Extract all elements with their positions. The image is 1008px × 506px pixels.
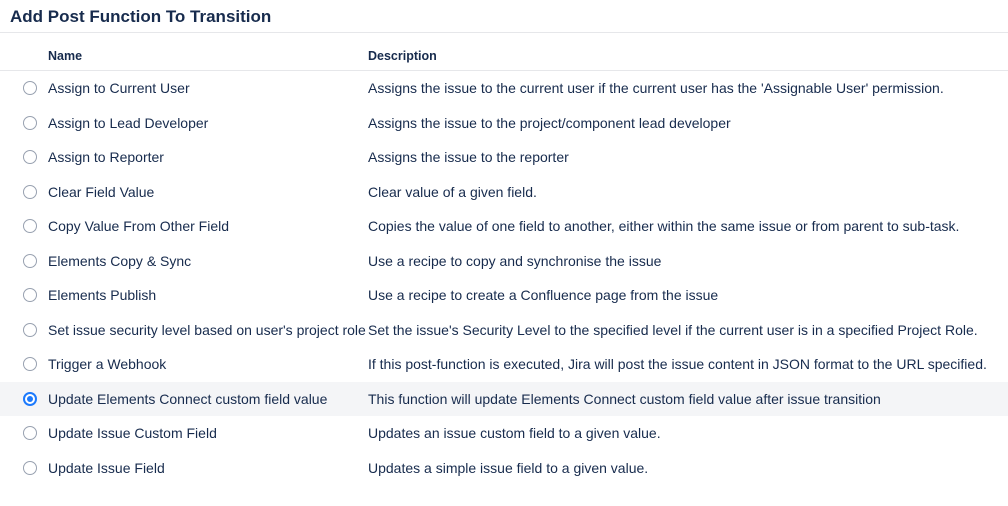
post-function-row[interactable] <box>0 416 1008 451</box>
column-header-name: Name <box>48 49 83 63</box>
post-function-name: Elements Publish <box>48 287 157 304</box>
post-functions-table <box>0 33 1008 485</box>
radio-button[interactable] <box>23 426 37 440</box>
post-function-description: Set the issue's Security Level to the specified level if the current user is in a specified Project Role. <box>368 321 978 338</box>
radio-button[interactable] <box>23 81 37 95</box>
post-function-description: Assigns the issue to the project/component lead developer <box>368 114 731 131</box>
post-function-row[interactable] <box>0 175 1008 210</box>
post-function-row[interactable] <box>0 71 1008 106</box>
post-function-name: Update Issue Field <box>48 459 165 476</box>
radio-button[interactable] <box>23 461 37 475</box>
radio-button[interactable] <box>23 323 37 337</box>
post-function-description: Use a recipe to copy and synchronise the issue <box>368 252 662 269</box>
post-function-name: Assign to Lead Developer <box>48 114 209 131</box>
post-function-description: Updates an issue custom field to a given value. <box>368 425 661 442</box>
post-function-row[interactable] <box>0 451 1008 486</box>
post-function-name: Copy Value From Other Field <box>48 218 230 235</box>
post-function-description: If this post-function is executed, Jira will post the issue content in JSON format to the URL specified. <box>368 356 987 373</box>
radio-button[interactable] <box>23 392 37 406</box>
post-function-row[interactable] <box>0 106 1008 141</box>
post-function-name: Assign to Current User <box>48 80 190 97</box>
radio-button[interactable] <box>23 219 37 233</box>
post-function-name: Set issue security level based on user's project role <box>48 321 366 338</box>
post-function-description: Assigns the issue to the reporter <box>368 149 569 166</box>
radio-button[interactable] <box>23 254 37 268</box>
post-function-name: Clear Field Value <box>48 183 155 200</box>
post-function-row[interactable] <box>0 382 1008 417</box>
post-function-description: Clear value of a given field. <box>368 183 537 200</box>
post-function-description: Use a recipe to create a Confluence page from the issue <box>368 287 719 304</box>
post-function-description: Copies the value of one field to another, either within the same issue or from parent to sub-task. <box>368 218 960 235</box>
radio-button[interactable] <box>23 185 37 199</box>
post-function-row[interactable] <box>0 209 1008 244</box>
table-body <box>0 71 1008 485</box>
radio-button[interactable] <box>23 357 37 371</box>
post-function-name: Assign to Reporter <box>48 149 164 166</box>
post-function-row[interactable] <box>0 313 1008 348</box>
post-function-row[interactable] <box>0 140 1008 175</box>
post-function-row[interactable] <box>0 278 1008 313</box>
post-function-name: Trigger a Webhook <box>48 356 167 373</box>
post-function-row[interactable] <box>0 244 1008 279</box>
post-function-description: Updates a simple issue field to a given value. <box>368 459 649 476</box>
post-function-description: Assigns the issue to the current user if the current user has the 'Assignable User' permission. <box>368 80 944 97</box>
radio-button[interactable] <box>23 150 37 164</box>
post-function-name: Update Issue Custom Field <box>48 425 217 442</box>
table-header <box>0 33 1008 71</box>
post-function-description: This function will update Elements Connect custom field value after issue transition <box>368 390 881 407</box>
post-function-name: Elements Copy & Sync <box>48 252 192 269</box>
page-title: Add Post Function To Transition <box>10 7 272 26</box>
post-function-row[interactable] <box>0 347 1008 382</box>
radio-button[interactable] <box>23 116 37 130</box>
column-header-description: Description <box>368 49 437 63</box>
post-function-name: Update Elements Connect custom field value <box>48 390 328 407</box>
radio-button[interactable] <box>23 288 37 302</box>
